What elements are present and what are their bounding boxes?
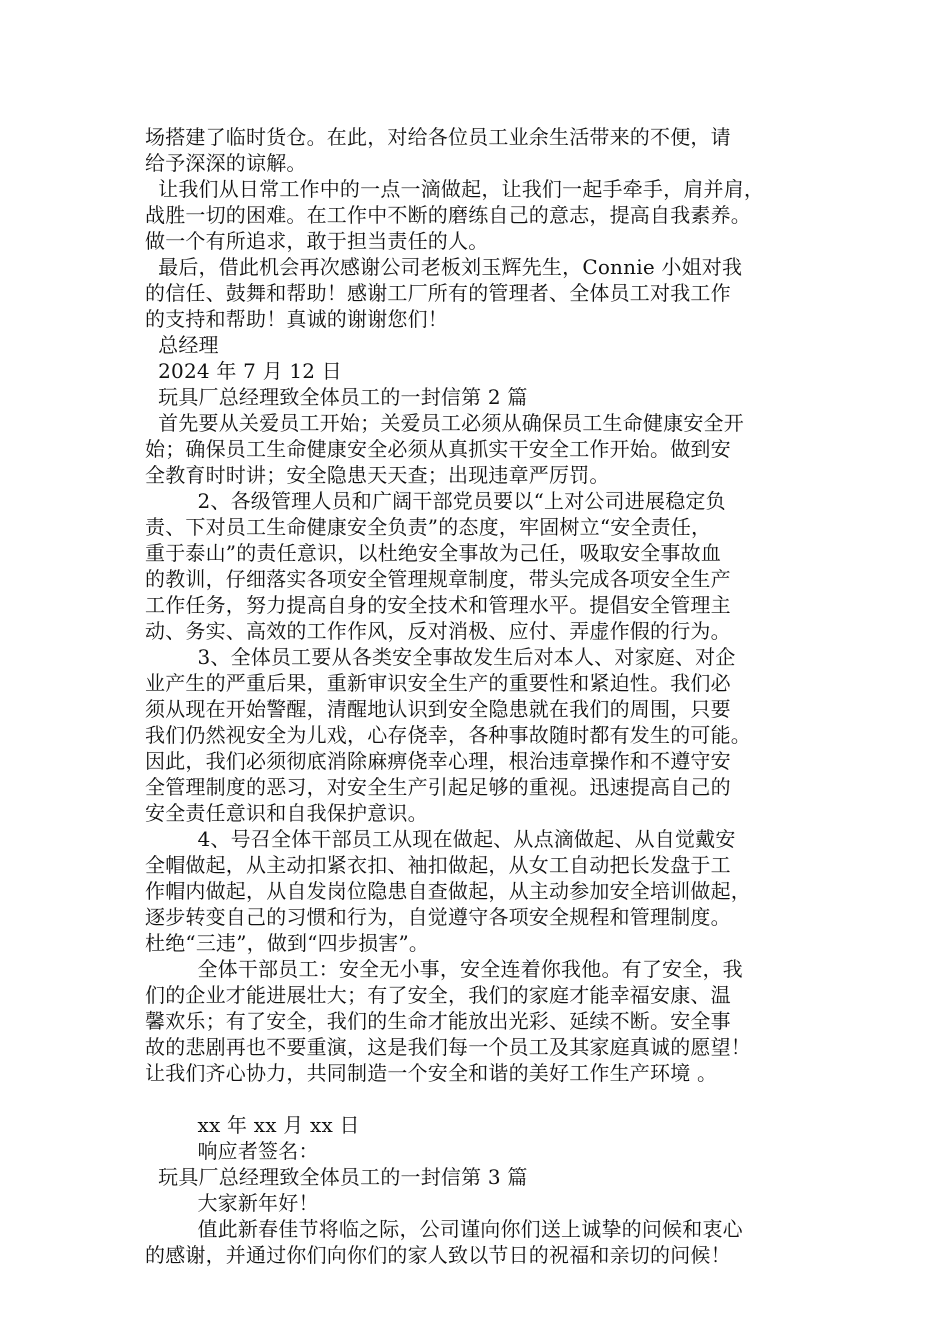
text-line: 工作任务，努力提高自身的安全技术和管理水平。提倡安全管理主 <box>145 593 731 617</box>
text-line: 须从现在开始警醒，清醒地认识到安全隐患就在我们的周围，只要 <box>145 697 731 721</box>
text-line: 场搭建了临时货仓。在此，对给各位员工业余生活带来的不便，请 <box>145 125 731 149</box>
text-line: 全管理制度的恶习，对安全生产引起足够的重视。迅速提高自己的 <box>145 775 731 799</box>
text-line: 的教训，仔细落实各项安全管理规章制度，带头完成各项安全生产 <box>145 567 731 591</box>
text-line: 的支持和帮助！真诚的谢谢您们！ <box>145 307 448 331</box>
text-line: 让我们齐心协力，共同制造一个安全和谐的美好工作生产环境 。 <box>145 1061 718 1085</box>
text-line: 做一个有所追求，敢于担当责任的人。 <box>145 229 489 253</box>
text-line: 作帽内做起，从自发岗位隐患自查做起，从主动参加安全培训做起， <box>145 879 751 903</box>
section-heading: 玩具厂总经理致全体员工的一封信第 3 篇 <box>145 1165 528 1189</box>
text-line: 故的悲剧再也不要重演，这是我们每一个员工及其家庭真诚的愿望！ <box>145 1035 751 1059</box>
text-line: 责、下对员工生命健康安全负责”的态度，牢固树立“安全责任， <box>145 515 712 539</box>
text-line: 值此新春佳节将临之际，公司谨向你们送上诚挚的问候和衷心 <box>145 1217 743 1241</box>
text-line: 的信任、鼓舞和帮助！感谢工厂所有的管理者、全体员工对我工作 <box>145 281 731 305</box>
text-line: 杜绝“三违”，做到“四步损害”。 <box>145 931 430 955</box>
letter-date: xx 年 xx 月 xx 日 <box>145 1113 360 1137</box>
letter-date: 2024 年 7 月 12 日 <box>145 359 342 383</box>
text-line: 2、各级管理人员和广阔干部党员要以“上对公司进展稳定负 <box>145 489 726 513</box>
text-line: 馨欢乐；有了安全，我们的生命才能放出光彩、延续不断。安全事 <box>145 1009 731 1033</box>
greeting: 大家新年好！ <box>145 1191 319 1215</box>
text-line: 重于泰山”的责任意识，以杜绝安全事故为己任，吸取安全事故血 <box>145 541 722 565</box>
signature-title: 总经理 <box>145 333 219 357</box>
text-line: 安全责任意识和自我保护意识。 <box>145 801 428 825</box>
text-line: 我们仍然视安全为儿戏，心存侥幸，各种事故随时都有发生的可能。 <box>145 723 751 747</box>
text-line: 给予深深的谅解。 <box>145 151 307 175</box>
respondent-signature: 响应者签名： <box>145 1139 319 1163</box>
text-line: 们的企业才能进展壮大；有了安全，我们的家庭才能幸福安康、温 <box>145 983 731 1007</box>
text-line: 逐步转变自己的习惯和行为，自觉遵守各项安全规程和管理制度。 <box>145 905 731 929</box>
text-line: 全教育时时讲；安全隐患天天查；出现违章严厉罚。 <box>145 463 610 487</box>
text-line: 全体干部员工：安全无小事，安全连着你我他。有了安全，我 <box>145 957 743 981</box>
text-line: 业产生的严重后果，重新审识安全生产的重要性和紧迫性。我们必 <box>145 671 731 695</box>
text-line: 因此，我们必须彻底消除麻痹侥幸心理，根治违章操作和不遵守安 <box>145 749 731 773</box>
text-line: 动、务实、高效的工作作风，反对消极、应付、弄虚作假的行为。 <box>145 619 731 643</box>
section-heading: 玩具厂总经理致全体员工的一封信第 2 篇 <box>145 385 528 409</box>
text-line: 最后，借此机会再次感谢公司老板刘玉辉先生，Connie 小姐对我 <box>145 255 743 279</box>
text-line: 始；确保员工生命健康安全必须从真抓实干安全工作开始。做到安 <box>145 437 731 461</box>
text-line: 首先要从关爱员工开始；关爱员工必须从确保员工生命健康安全开 <box>145 411 744 435</box>
text-line: 3、全体员工要从各类安全事故发生后对本人、对家庭、对企 <box>145 645 736 669</box>
text-line: 全帽做起，从主动扣紧衣扣、袖扣做起，从女工自动把长发盘于工 <box>145 853 731 877</box>
text-line: 让我们从日常工作中的一点一滴做起，让我们一起手牵手，肩并肩， <box>145 177 765 201</box>
text-line: 的感谢，并通过你们向你们的家人致以节日的祝福和亲切的问候！ <box>145 1243 731 1267</box>
text-line: 4、号召全体干部员工从现在做起、从点滴做起、从自觉戴安 <box>145 827 736 851</box>
text-line: 战胜一切的困难。在工作中不断的磨练自己的意志，提高自我素养。 <box>145 203 751 227</box>
